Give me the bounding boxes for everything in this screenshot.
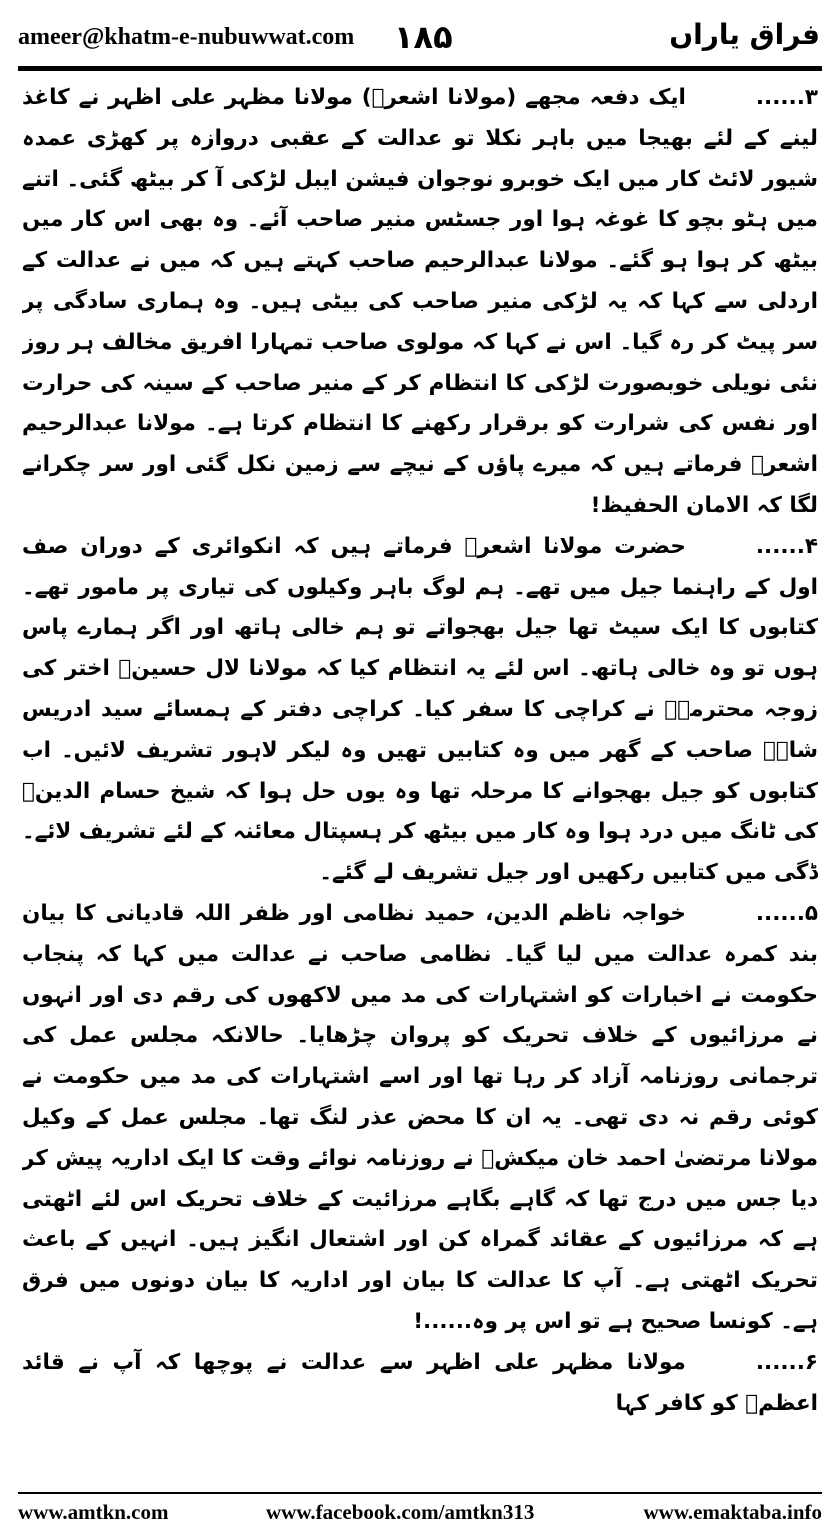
paragraph-text: خواجہ ناظم الدین، حمید نظامی اور ظفر اللہ قادیانی کا بیان بند کمرہ عدالت میں لیا گیا۔ نظامی صاحب نے عدالت میں کہا کہ پنجاب حکومت نے اخبارات کو اشتہارات کی مد میں لاکھوں کی رقم دی اور انہوں نے مرزائیوں کے خلاف تحریک کو پروان چڑھایا۔ حالانکہ مجلس عمل کی ترجمانی روزنامہ آزاد کر رہا تھا اور اسے اشتہارات کی مد میں حکومت نے کوئی رقم نہ دی تھی۔ یہ ان کا محض عذر لنگ تھا۔ مجلس عمل کے وکیل مولانا مرتضیٰ احمد خان میکشؒ نے روزنامہ نوائے وقت کا ایک اداریہ پیش کر دیا جس میں درج تھا کہ گاہے بگاہے مرزائیت کے خلاف تحریک اس لئے اٹھتی ہے کہ مرزائیوں کے عقائد گمراہ کن اور اشتعال انگیز ہیں۔ انہیں کے باعث تحریک اٹھتی ہے۔ آپ کا عدالت کا بیان اور اداریہ کا بیان دونوں میں فرق ہے۔ کونسا صحیح ہے تو اس پر وہ......! <box>22 900 818 1334</box>
header-rule <box>18 66 822 71</box>
book-title: فراق یاراں <box>669 18 820 51</box>
footer-link-facebook[interactable]: www.facebook.com/amtkn313 <box>266 1500 535 1524</box>
paragraph-4 <box>22 527 818 894</box>
footer-rule <box>18 1492 822 1494</box>
footer-link-amtkn[interactable]: www.amtkn.com <box>18 1500 169 1524</box>
paragraph-number: ۵...... <box>755 900 818 926</box>
page-number: ۱۸۵ <box>394 18 453 56</box>
paragraph-text: مولانا مظہر علی اظہر سے عدالت نے پوچھا کہ آپ نے قائد اعظمؒ کو کافر کہا <box>22 1349 818 1416</box>
paragraph-5 <box>22 894 818 1343</box>
paragraph-text: حضرت مولانا اشعرؒ فرماتے ہیں کہ انکوائری کے دوران صف اول کے راہنما جیل میں تھے۔ ہم لوگ باہر وکیلوں کی تیاری پر مامور تھے۔ کتابوں کا ایک سیٹ تھا جیل بھجواتے تو ہم خالی ہاتھ اور اگر ہمارے پاس ہوں تو وہ خالی ہاتھ۔ اس لئے یہ انتظام کیا کہ مولانا لال حسینؒ اختر کی زوجہ محترمہؒ نے کراچی کا سفر کیا۔ کراچی دفتر کے ہمسائے سید ادریس شاہؒ صاحب کے گھر میں وہ کتابیں تھیں وہ لیکر لاہور تشریف لائیں۔ اب کتابوں کو جیل بھجوانے کا مرحلہ تھا وہ یوں حل ہوا کہ شیخ حسام الدینؒ کی ٹانگ میں درد ہوا وہ کار میں بیٹھ کر ہسپتال معائنہ کے لئے تشریف لائے۔ ڈگی میں کتابیں رکھیں اور جیل تشریف لے گئے۔ <box>22 533 818 886</box>
page-footer <box>18 1500 822 1530</box>
page-header <box>18 18 820 64</box>
paragraph-number: ۴...... <box>755 533 818 559</box>
paragraph-6 <box>22 1343 818 1425</box>
paragraph-number: ۳...... <box>755 85 818 110</box>
paragraph-3 <box>22 78 818 527</box>
paragraph-text: ایک دفعہ مجھے (مولانا اشعرؒ) مولانا مظہر علی اظہر نے کاغذ لینے کے لئے بھیجا میں باہر نکلا تو عدالت کے عقبی دروازہ پر کھڑی عمدہ شیور لائٹ کار میں ایک خوبرو نوجوان فیشن ایبل لڑکی آ کر بیٹھ گئی۔ اتنے میں ہٹو بچو کا غوغہ ہوا اور جسٹس منیر صاحب آئے۔ وہ بھی اس کار میں بیٹھ کر ہوا ہو گئے۔ مولانا عبدالرحیم صاحب کہتے ہیں کہ میں نے عدالت کے اردلی سے کہا کہ یہ لڑکی منیر صاحب کی بیٹی ہیں۔ وہ ہماری سادگی پر سر پیٹ کر رہ گیا۔ اس نے کہا کہ مولوی صاحب تمہارا افریق مخالف ہر روز نئی نویلی خوبصورت لڑکی کا انتظام کر کے منیر صاحب کے سینہ کی حرارت اور نفس کی شرارت کو برقرار رکھنے کا انتظام کرتا ہے۔ مولانا عبدالرحیم اشعرؒ فرماتے ہیں کہ میرے پاؤں کے نیچے سے زمین نکل گئی اور سر چکرانے لگا کہ الامان الحفیظ! <box>22 85 818 518</box>
page-body <box>22 78 818 1480</box>
paragraph-number: ۶...... <box>755 1349 818 1375</box>
footer-link-emaktaba[interactable]: www.emaktaba.info <box>643 1500 822 1524</box>
header-email[interactable]: ameer@khatm-e-nubuwwat.com <box>18 24 355 50</box>
